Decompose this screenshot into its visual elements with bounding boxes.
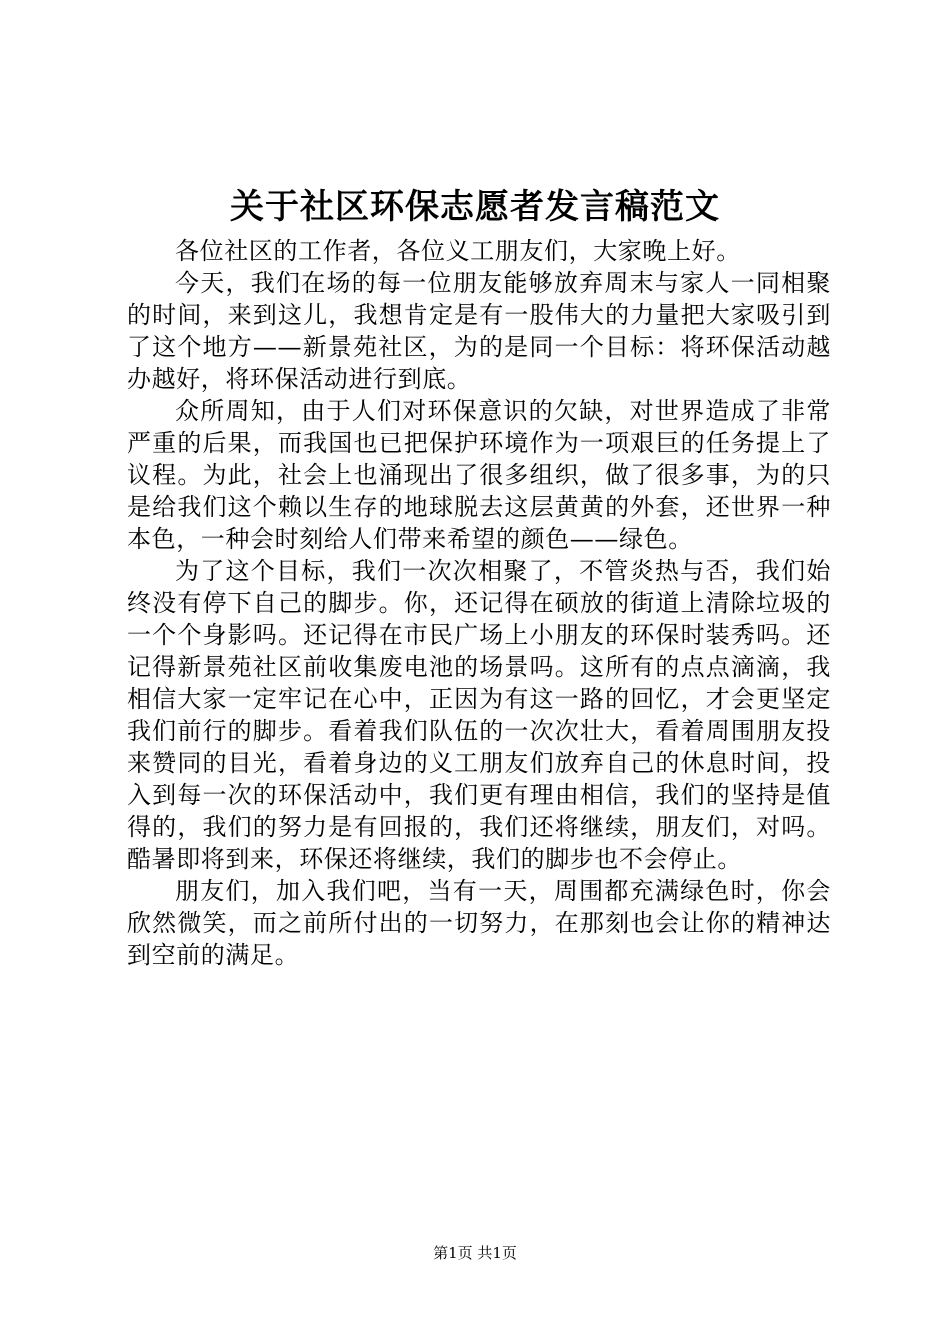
- paragraph-greeting: 各位社区的工作者，各位义工朋友们，大家晚上好。: [175, 237, 741, 265]
- page-footer: 第1页 共1页: [433, 1244, 517, 1262]
- paragraph-background: 众所周知，由于人们对环保意识的欠缺，对世界造成了非常严重的后果，而我国也已把保护环境作为一项艰巨的任务提上了议程。为此，社会上也涌现出了很多组织，做了很多事，为的只是给我们这个赖以生存的地球脱去这层黄黄的外套，还世界一种本色，一种会时刻给人们带来希望的颜色——绿色。: [127, 397, 831, 553]
- paragraph-memories: 为了这个目标，我们一次次相聚了，不管炎热与否，我们始终没有停下自己的脚步。你，还记得在硕放的街道上清除垃圾的一个个身影吗。还记得在市民广场上小朋友的环保时装秀吗。还记得新景苑社区前收集废电池的场景吗。这所有的点点滴滴，我相信大家一定牢记在心中，正因为有这一路的回忆，才会更坚定我们前行的脚步。看着我们队伍的一次次壮大，看着周围朋友投来赞同的目光，看着身边的义工朋友们放弃自己的休息时间，投入到每一次的环保活动中，我们更有理由相信，我们的坚持是值得的，我们的努力是有回报的，我们还将继续，朋友们，对吗。酷暑即将到来，环保还将继续，我们的脚步也不会停止。: [127, 557, 831, 873]
- document-body: [127, 235, 831, 971]
- paragraph-intro: 今天，我们在场的每一位朋友能够放弃周末与家人一同相聚的时间，来到这儿，我想肯定是有一股伟大的力量把大家吸引到了这个地方——新景苑社区，为的是同一个目标：将环保活动越办越好，将环保活动进行到底。: [127, 269, 831, 393]
- document-title: 关于社区环保志愿者发言稿范文: [230, 187, 720, 227]
- paragraph-closing: 朋友们，加入我们吧，当有一天，周围都充满绿色时，你会欣然微笑，而之前所付出的一切努力，在那刻也会让你的精神达到空前的满足。: [127, 877, 831, 969]
